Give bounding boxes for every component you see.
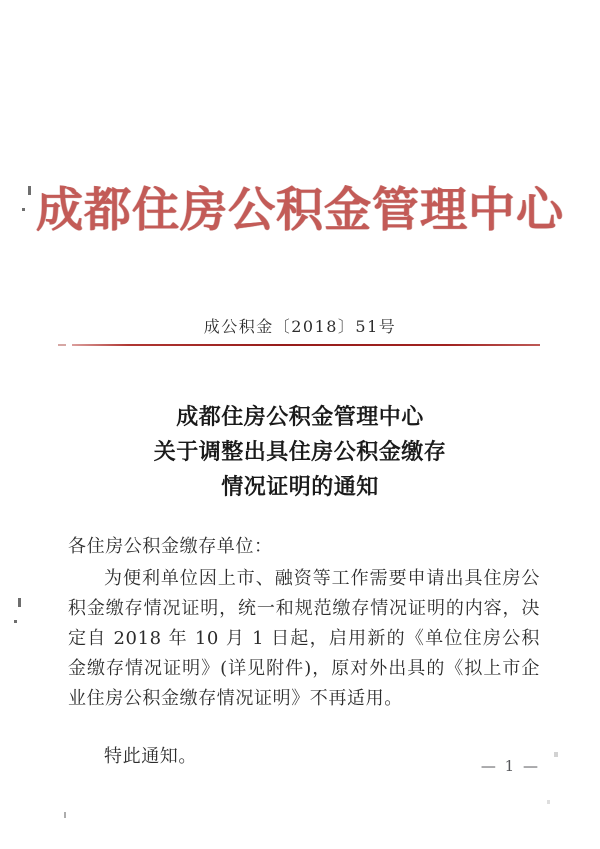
- red-separator-rule: [72, 344, 540, 346]
- scan-artifact-speck: [554, 752, 558, 757]
- rule-edge-mark: [58, 344, 66, 346]
- body-salutation: 各住房公积金缴存单位：: [68, 536, 273, 557]
- scan-artifact-speck: [18, 598, 21, 607]
- document-serial-number: 成公积金〔2018〕51号: [203, 317, 397, 336]
- title-line-2: 关于调整出具住房公积金缴存: [153, 439, 447, 465]
- title-line-1: 成都住房公积金管理中心: [176, 404, 424, 430]
- document-title: [0, 400, 600, 505]
- scan-artifact-speck: [64, 812, 66, 818]
- scan-artifact-speck: [14, 620, 17, 623]
- body-paragraph: 为便利单位因上市、融资等工作需要申请出具住房公积金缴存情况证明，统一和规范缴存情况证明的内容，决定自 2018 年 10 月 1 日起，启用新的《单位住房公积金缴存情况证明》(详见附件)，原对外出具的《拟上市企业住房公积金缴存情况证明》不再适用。: [68, 568, 540, 709]
- title-line-3: 情况证明的通知: [221, 474, 379, 500]
- scan-artifact-speck: [547, 800, 550, 804]
- page-number-footer: — 1 —: [480, 757, 540, 775]
- document-masthead-issuer: 成都住房公积金管理中心: [36, 183, 564, 238]
- document-body: [68, 532, 540, 772]
- body-closing-statement: 特此通知。: [104, 746, 197, 767]
